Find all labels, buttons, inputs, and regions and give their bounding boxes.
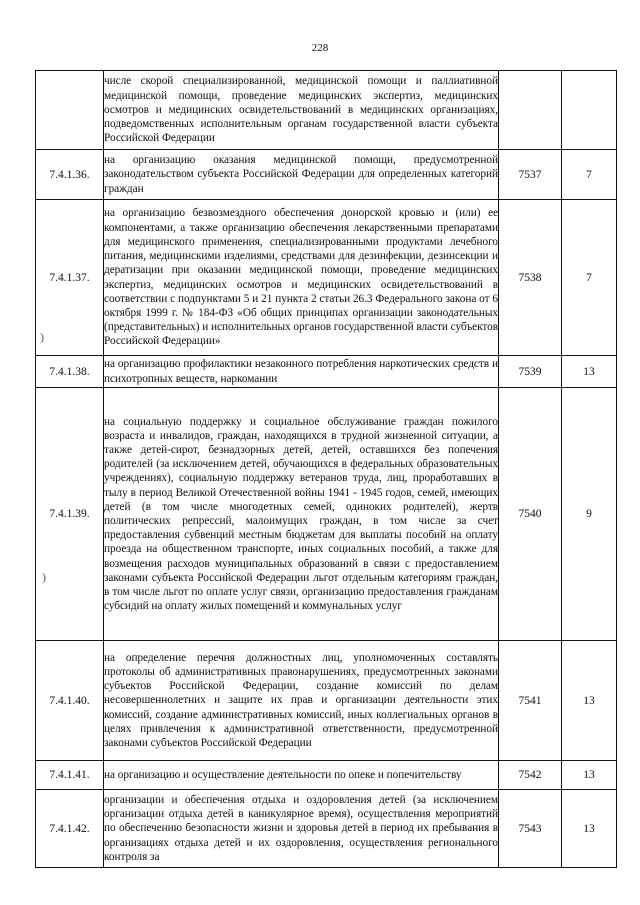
row-value: 13	[562, 761, 617, 790]
row-description: на организацию и осуществление деятельности по опеке и попечительству	[104, 761, 499, 790]
row-number: 7.4.1.41.	[36, 761, 104, 790]
table-row	[36, 71, 617, 150]
row-description: на организацию оказания медицинской помощи, предусмотренной законодательством субъекта Российской Федерации для определенных категорий граждан	[104, 150, 499, 200]
row-value: 9	[562, 388, 617, 641]
row-description: на организацию безвозмездного обеспечения донорской кровью и (или) ее компонентами, а также организацию обеспечения лекарственными препаратами для медицинского применения, специализированными продуктами лечебного питания, медицинскими изделиями, средствами для дезинфекции, дезинсекции и дератизации при оказании медицинской помощи, проведение медицинских экспертиз, медицинских осмотров и медицинских освидетельствований в соответствии с подпунктами 5 и 21 пункта 2 статьи 26.3 Федерального закона от 6 октября 1999 г. № 184-ФЗ «Об общих принципах организации законодательных (представительных) и исполнительных органов государственной власти субъектов Российской Федерации»	[104, 200, 499, 356]
row-description: числе скорой специализированной, медицинской помощи и паллиативной медицинской помощи, проведение медицинских экспертиз, медицинских осмотров и медицинских освидетельствований в медицинских организациях, подведомственных исполнительным органам государственной власти субъекта Российской Федерации	[104, 71, 499, 150]
row-description: на определение перечня должностных лиц, уполномоченных составлять протоколы об административных правонарушениях, предусмотренных законами субъектов Российской Федерации, создание комиссий по делам несовершеннолетних и защите их прав и организации деятельности этих комиссий, создание административных комиссий, иных коллегиальных органов в целях привлечения к административной ответственности, предусмотренной законами субъектов Российской Федерации	[104, 641, 499, 761]
row-code	[499, 71, 562, 150]
row-value: 7	[562, 200, 617, 356]
row-number: 7.4.1.39.	[36, 388, 104, 641]
row-code: 7539	[499, 356, 562, 388]
row-code: 7541	[499, 641, 562, 761]
table-row	[36, 200, 617, 356]
scan-margin-mark: )	[40, 330, 44, 344]
row-code: 7538	[499, 200, 562, 356]
row-code: 7543	[499, 790, 562, 868]
row-value: 13	[562, 641, 617, 761]
budget-classification-table	[35, 70, 617, 868]
row-number: 7.4.1.37.	[36, 200, 104, 356]
row-number: 7.4.1.36.	[36, 150, 104, 200]
table-row	[36, 356, 617, 388]
row-number	[36, 71, 104, 150]
row-value	[562, 71, 617, 150]
row-number: 7.4.1.42.	[36, 790, 104, 868]
row-description: на социальную поддержку и социальное обслуживание граждан пожилого возраста и инвалидов, граждан, находящихся в трудной жизненной ситуации, а также детей-сирот, безнадзорных детей, детей, оставшихся без попечения родителей (за исключением детей, обучающихся в федеральных образовательных учреждениях), социальную поддержку ветеранов труда, лиц, проработавших в тылу в период Великой Отечественной войны 1941 - 1945 годов, семей, имеющих детей (в том числе многодетных семей, одиноких родителей), жертв политических репрессий, малоимущих граждан, в том числе за счет предоставления субвенций местным бюджетам для выплаты пособий на оплату проезда на общественном транспорте, иных социальных пособий, а также для возмещения расходов муниципальных образований в связи с предоставлением законами субъекта Российской Федерации льгот отдельным категориям граждан, в том числе льгот по оплате услуг связи, организацию предоставления гражданам субсидий на оплату жилых помещений и коммунальных услуг	[104, 388, 499, 641]
page-number: 228	[311, 42, 329, 54]
table-row	[36, 150, 617, 200]
row-value: 13	[562, 790, 617, 868]
table-row	[36, 388, 617, 641]
table-row	[36, 790, 617, 868]
scan-margin-mark: )	[42, 570, 46, 584]
row-value: 7	[562, 150, 617, 200]
row-code: 7540	[499, 388, 562, 641]
row-number: 7.4.1.40.	[36, 641, 104, 761]
row-description: на организацию профилактики незаконного потребления наркотических средств и психотропных веществ, наркомании	[104, 356, 499, 388]
row-code: 7542	[499, 761, 562, 790]
row-number: 7.4.1.38.	[36, 356, 104, 388]
row-code: 7537	[499, 150, 562, 200]
table-row	[36, 761, 617, 790]
row-description: организации и обеспечения отдыха и оздоровления детей (за исключением организации отдыха детей в каникулярное время), осуществления мероприятий по обеспечению безопасности жизни и здоровья детей в период их пребывания в организациях отдыха детей и их оздоровления, осуществления регионального контроля за	[104, 790, 499, 868]
row-value: 13	[562, 356, 617, 388]
table-row	[36, 641, 617, 761]
